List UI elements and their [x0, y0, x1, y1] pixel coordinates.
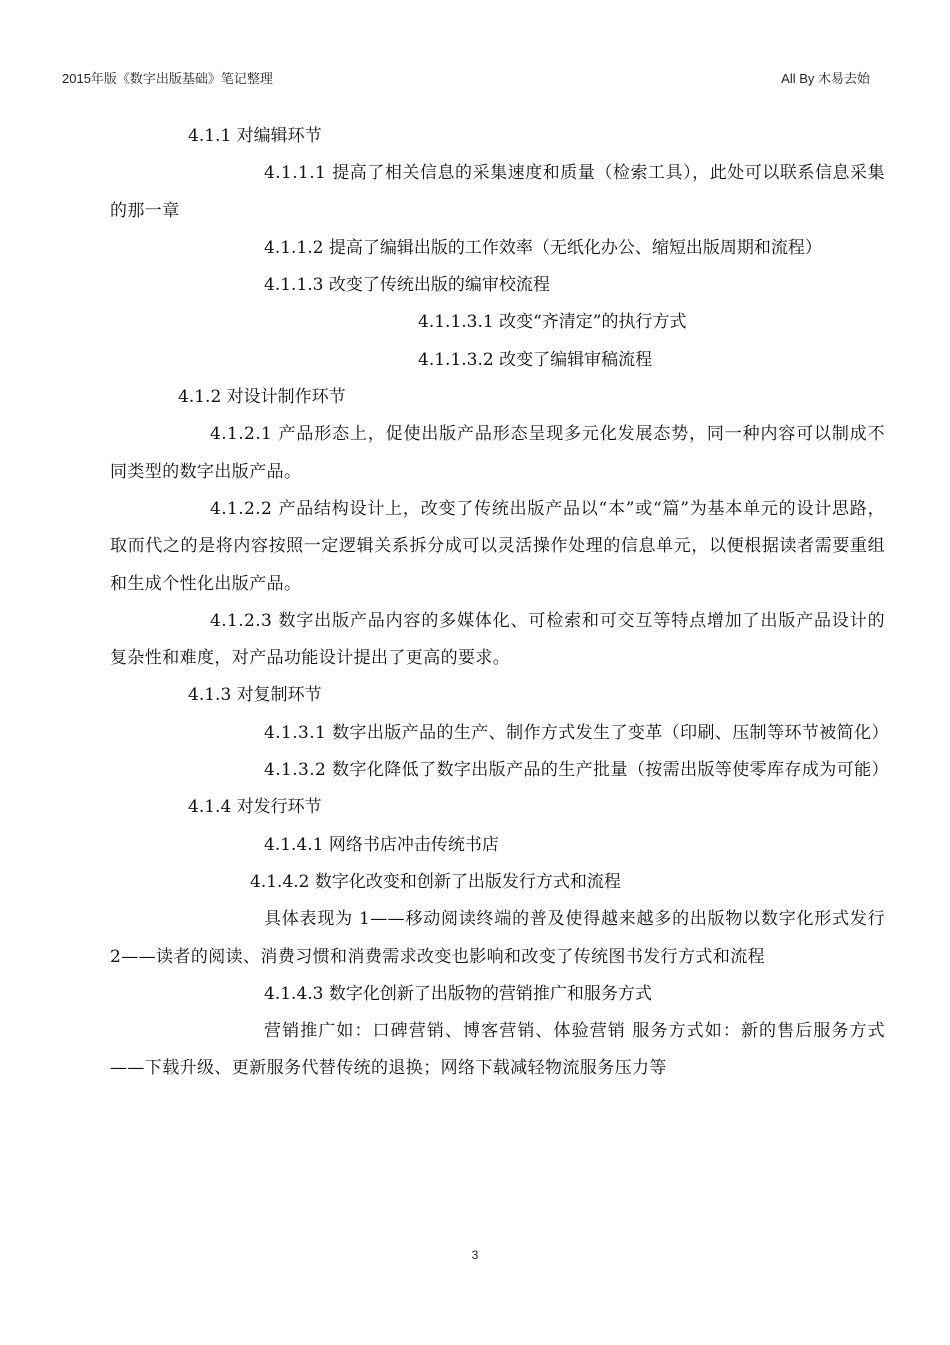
item-4-1-2-1: 4.1.2.1 产品形态上，促使出版产品形态呈现多元化发展态势，同一种内容可以制成不同类型的数字出版产品。 — [110, 424, 885, 482]
page-number: 3 — [471, 1248, 479, 1262]
heading-4-1-1: 4.1.1 对编辑环节 — [188, 126, 322, 146]
paragraph-specific-manifestation: 具体表现为 1——移动阅读终端的普及使得越来越多的出版物以数字化形式发行 2——读者的阅读、消费习惯和消费需求改变也影响和改变了传统图书发行方式和流程 — [110, 909, 885, 967]
item-4-1-1-3-1: 4.1.1.3.1 改变“齐清定”的执行方式 — [418, 312, 687, 333]
item-4-1-3-2: 4.1.3.2 数字化降低了数字出版产品的生产批量（按需出版等使零库存成为可能） — [264, 760, 889, 781]
item-4-1-1-1: 4.1.1.1 提高了相关信息的采集速度和质量（检索工具），此处可以联系信息采集的那一章 — [110, 163, 885, 221]
heading-4-1-3: 4.1.3 对复制环节 — [188, 685, 322, 706]
header-document-title: 2015年版《数字出版基础》笔记整理 — [62, 71, 273, 86]
item-4-1-2-2: 4.1.2.2 产品结构设计上，改变了传统出版产品以“本”或“篇”为基本单元的设计思路，取而代之的是将内容按照一定逻辑关系拆分成可以灵活操作处理的信息单元，以便根据读者需要重组和生成个性化出版产品。 — [110, 498, 885, 594]
item-4-1-4-3: 4.1.4.3 数字化创新了出版物的营销推广和服务方式 — [264, 983, 652, 1004]
item-4-1-1-3-2: 4.1.1.3.2 改变了编辑审稿流程 — [418, 349, 653, 370]
paragraph-marketing-service: 营销推广如：口碑营销、博客营销、体验营销 服务方式如：新的售后服务方式——下载升级、更新服务代替传统的退换；网络下载减轻物流服务压力等 — [110, 1021, 885, 1079]
item-4-1-1-3: 4.1.1.3 改变了传统出版的编审校流程 — [264, 275, 550, 296]
item-4-1-2-3: 4.1.2.3 数字出版产品内容的多媒体化、可检索和可交互等特点增加了出版产品设计的复杂性和难度，对产品功能设计提出了更高的要求。 — [110, 610, 885, 669]
item-4-1-4-2: 4.1.4.2 数字化改变和创新了出版发行方式和流程 — [250, 871, 621, 892]
item-4-1-1-2: 4.1.1.2 提高了编辑出版的工作效率（无纸化办公、缩短出版周期和流程） — [264, 237, 822, 258]
item-4-1-4-1: 4.1.4.1 网络书店冲击传统书店 — [264, 834, 499, 855]
heading-4-1-4: 4.1.4 对发行环节 — [188, 797, 322, 818]
header-author: All By 木易去始 — [781, 71, 870, 86]
notes-body — [110, 118, 889, 1088]
item-4-1-3-1: 4.1.3.1 数字出版产品的生产、制作方式发生了变革（印刷、压制等环节被简化） — [264, 722, 889, 743]
heading-4-1-2: 4.1.2 对设计制作环节 — [178, 387, 346, 408]
